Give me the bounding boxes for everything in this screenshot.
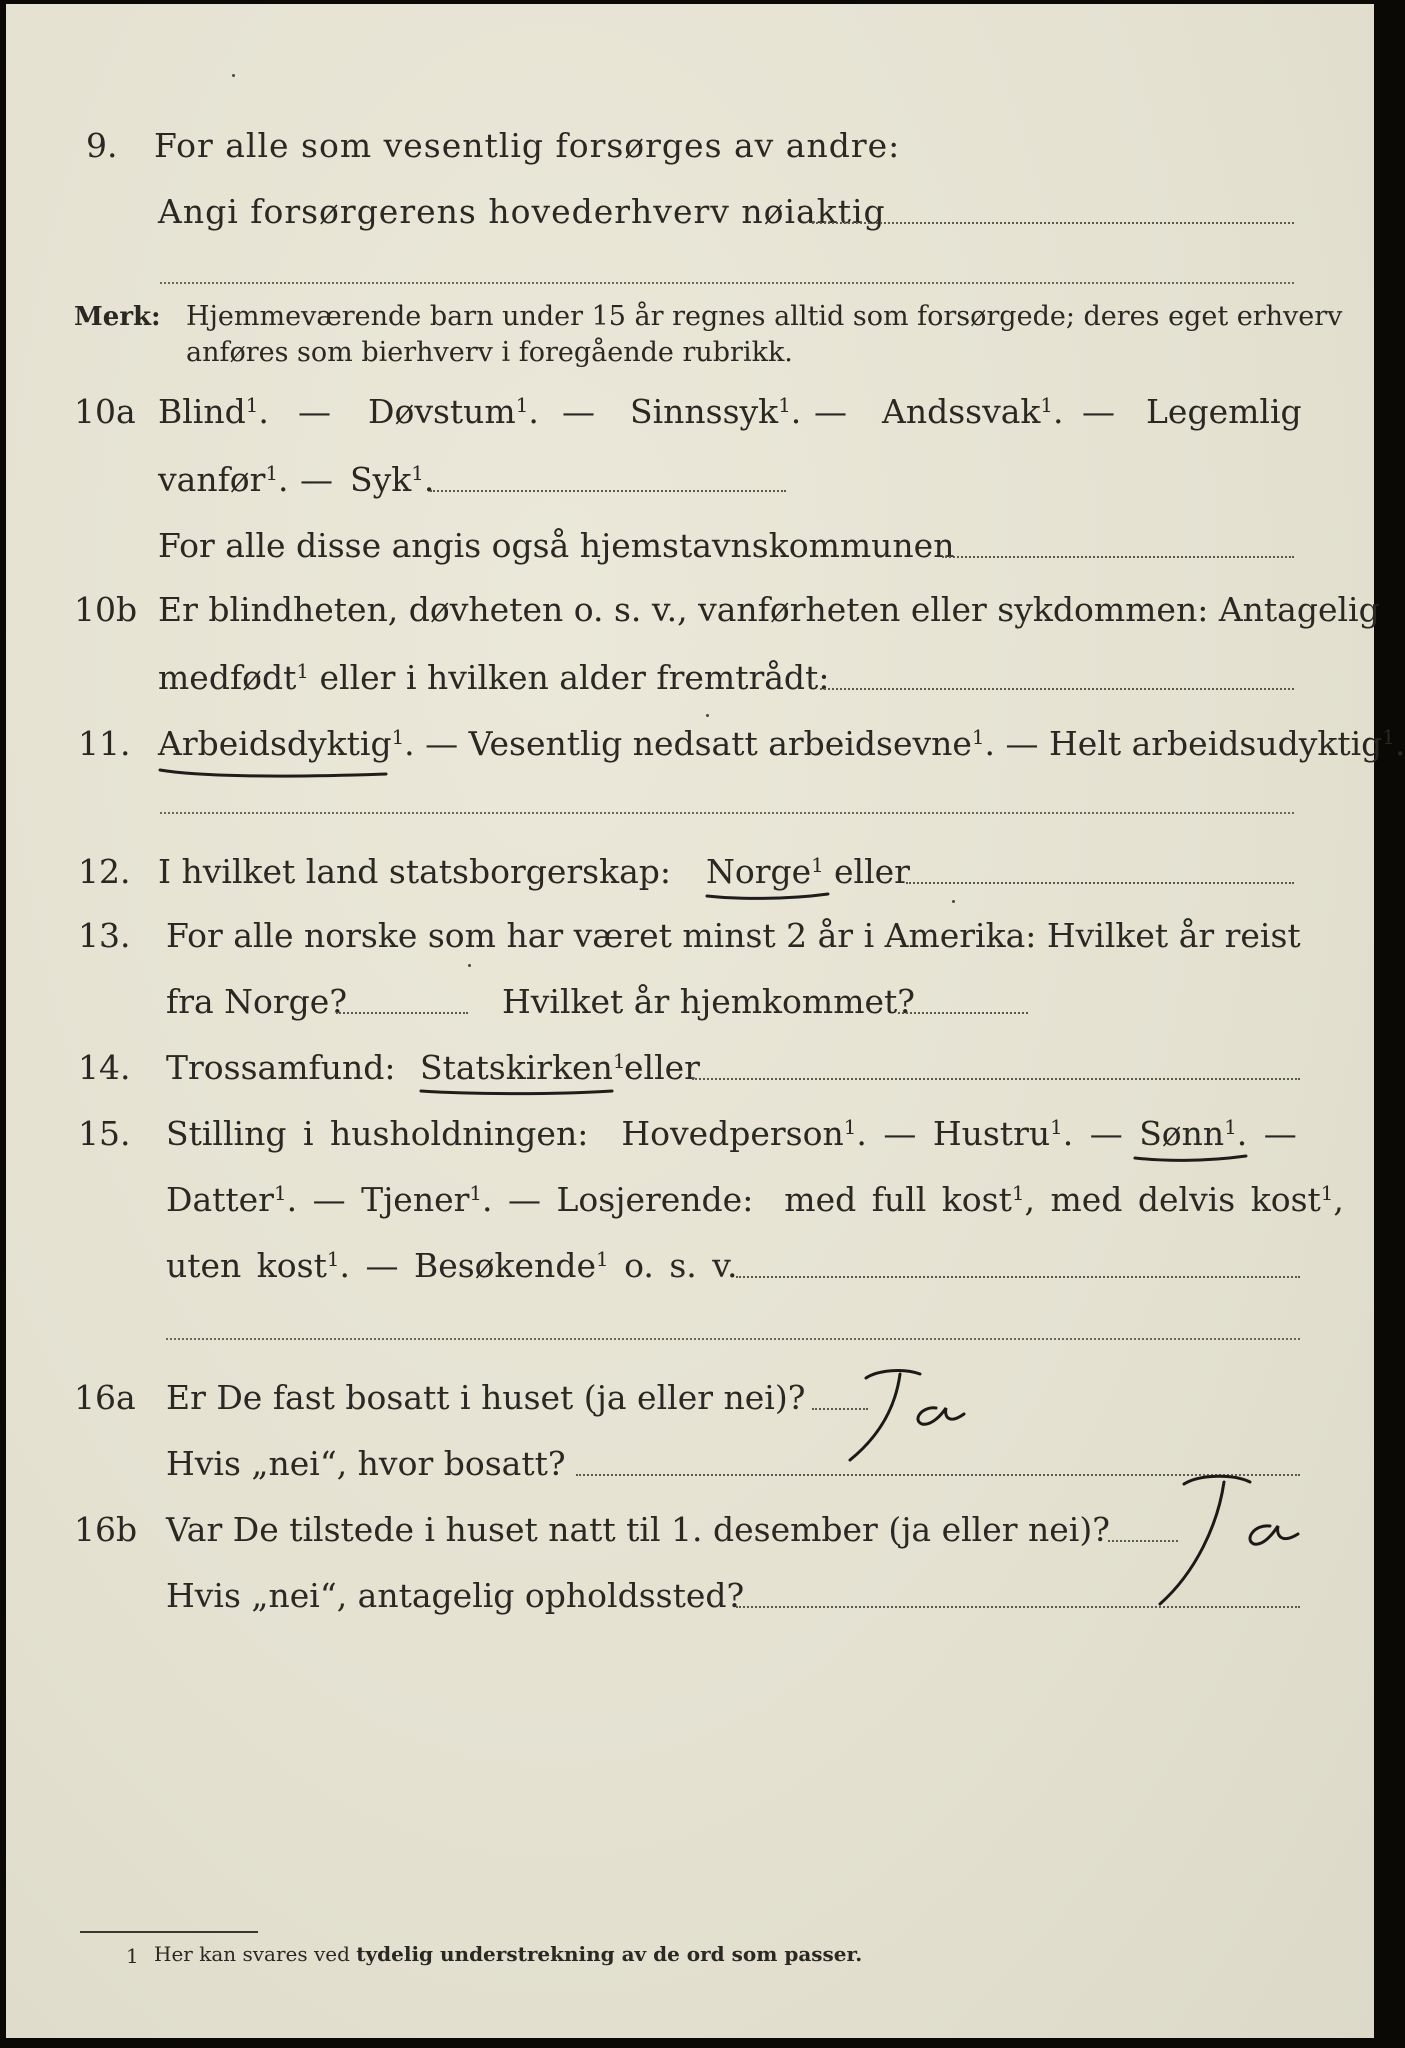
q9-line2: Angi forsørgerens hovederhverv nøiaktig bbox=[158, 192, 886, 231]
q15-opt-delvis-kost[interactable]: med delvis kost bbox=[1050, 1180, 1321, 1219]
q15-opt-tjener[interactable]: Tjener bbox=[361, 1180, 470, 1219]
q16a-number: 16a bbox=[74, 1378, 136, 1417]
q14-answer-line[interactable] bbox=[692, 1078, 1300, 1080]
q13-line1: For alle norske som har været minst 2 år i Amerika: Hvilket år reist bbox=[166, 916, 1301, 955]
q11-opt-nedsatt[interactable]: Vesentlig nedsatt arbeidsevne bbox=[468, 724, 972, 763]
paper-speck bbox=[706, 714, 709, 717]
q9-number: 9. bbox=[86, 126, 118, 165]
q15-separator bbox=[166, 1338, 1300, 1340]
q12-prefix: I hvilket land statsborgerskap: bbox=[158, 852, 672, 891]
q11-handwritten-underline bbox=[156, 764, 396, 784]
q12-suffix: eller bbox=[834, 852, 910, 891]
merk-line1: Hjemmeværende barn under 15 år regnes alltid som forsørgede; deres eget erhverv bbox=[186, 301, 1343, 332]
q15-opt-datter[interactable]: Datter bbox=[166, 1180, 274, 1219]
q15-opt-sonn[interactable]: Sønn bbox=[1139, 1114, 1225, 1153]
footnote-marker: 1 bbox=[126, 1944, 139, 1968]
q12-opt-norge[interactable]: Norge$^1$ bbox=[706, 852, 824, 891]
footnote-rule bbox=[80, 1931, 258, 1933]
q9-answer-line[interactable] bbox=[812, 222, 1294, 224]
q11-separator bbox=[160, 812, 1294, 814]
q10a-syk-answer-line[interactable] bbox=[430, 490, 786, 492]
q16b-opholdssted-answer-line[interactable] bbox=[736, 1606, 1300, 1608]
q10a-opt-sinnssyk: Sinnssyk$^1$. bbox=[630, 392, 802, 431]
q13-hjemkommet-answer-line[interactable] bbox=[898, 1012, 1028, 1014]
q10a-opt-dovstum: Døvstum$^1$. bbox=[368, 392, 539, 431]
q12-handwritten-underline bbox=[704, 890, 834, 906]
q15-opt-uten-kost[interactable]: uten kost bbox=[166, 1246, 327, 1285]
q16b-line2: Hvis „nei“, antagelig opholdssted? bbox=[166, 1576, 745, 1615]
q10b-number: 10b bbox=[74, 590, 138, 629]
q11-opt-arbeidsdyktig[interactable]: Arbeidsdyktig bbox=[158, 724, 392, 763]
q10a-opt-legemlig: Legemlig bbox=[1146, 392, 1302, 431]
q14-opt-statskirken[interactable]: Statskirken$^1$ bbox=[420, 1048, 626, 1087]
q15-answer-line[interactable] bbox=[736, 1276, 1300, 1278]
q10a-opt-vanfor: vanfør$^1$. bbox=[158, 460, 289, 499]
q15-line2: Datter$^1$. — Tjener$^1$. — Losjerende: med full kost$^1$, med delvis kost$^1$, bbox=[166, 1180, 1344, 1219]
q15-line3: uten kost$^1$. — Besøkende$^1$ o. s. v. bbox=[166, 1246, 738, 1285]
q10b-line2: medfødt$^1$ eller i hvilken alder fremtrådt: bbox=[158, 658, 830, 697]
q15-opt-hustru[interactable]: Hustru bbox=[932, 1114, 1051, 1153]
q16a-line2: Hvis „nei“, hvor bosatt? bbox=[166, 1444, 566, 1483]
q13-line2a: fra Norge? bbox=[166, 982, 348, 1021]
q10b-answer-line[interactable] bbox=[820, 688, 1294, 690]
q10a-opt-blind: Blind$^1$. bbox=[158, 392, 269, 431]
q15-opt-full-kost[interactable]: med full kost bbox=[784, 1180, 1012, 1219]
q10a-number: 10a bbox=[74, 392, 136, 431]
q14-number: 14. bbox=[78, 1048, 131, 1087]
merk-label: Merk: bbox=[74, 302, 161, 332]
q14-handwritten-underline bbox=[418, 1086, 618, 1100]
q15-opt-besokende[interactable]: Besøkende bbox=[413, 1246, 596, 1285]
q13-line2b: Hvilket år hjemkommet? bbox=[502, 982, 915, 1021]
q16a-handwritten-answer bbox=[808, 1364, 998, 1464]
q12-answer-line[interactable] bbox=[906, 882, 1294, 884]
q13-number: 13. bbox=[78, 916, 131, 955]
q10a-dash4: — bbox=[1082, 392, 1115, 431]
q15-handwritten-underline bbox=[1132, 1152, 1252, 1168]
q10a-dash3: — bbox=[814, 392, 847, 431]
census-form-page bbox=[6, 4, 1405, 2038]
paper-speck bbox=[952, 900, 955, 903]
q14-suffix: eller bbox=[624, 1048, 700, 1087]
q11-number: 11. bbox=[78, 724, 131, 763]
q10a-dash2: — bbox=[562, 392, 595, 431]
q15-line1: Stilling i husholdningen: Hovedperson$^1$. — Hustru$^1$. — Sønn$^1$. — bbox=[166, 1114, 1297, 1153]
q11-opt-udyktig[interactable]: Helt arbeidsudyktig bbox=[1049, 724, 1383, 763]
q16b-handwritten-ja-icon bbox=[1104, 1464, 1304, 1614]
q9-line1: For alle som vesentlig forsørges av andre: bbox=[154, 126, 901, 165]
q11-options: Arbeidsdyktig$^1$. — Vesentlig nedsatt arbeidsevne$^1$. — Helt arbeidsudyktig$^1$. bbox=[158, 724, 1405, 763]
q13-reist-answer-line[interactable] bbox=[336, 1012, 468, 1014]
q16a-handwritten-ja-icon bbox=[808, 1364, 998, 1464]
paper-speck bbox=[468, 964, 471, 967]
merk-line2: anføres som bierhverv i foregående rubrikk. bbox=[186, 337, 793, 368]
q10a-opt-syk: Syk$^1$. bbox=[350, 460, 435, 499]
q16b-number: 16b bbox=[74, 1510, 138, 1549]
q10a-dash5: — bbox=[300, 460, 333, 499]
q16a-line1: Er De fast bosatt i huset (ja eller nei)? bbox=[166, 1378, 806, 1417]
q9-separator bbox=[160, 282, 1294, 284]
q15-opt-hovedperson[interactable]: Hovedperson bbox=[621, 1114, 844, 1153]
paper-speck bbox=[232, 74, 235, 77]
q10b-line1: Er blindheten, døvheten o. s. v., vanførheten eller sykdommen: Antagelig bbox=[158, 590, 1380, 629]
q12-number: 12. bbox=[78, 852, 131, 891]
q10a-line3: For alle disse angis også hjemstavnskommunen bbox=[158, 526, 955, 565]
q16b-handwritten-answer bbox=[1104, 1464, 1304, 1614]
q14-prefix: Trossamfund: bbox=[166, 1048, 396, 1087]
q16b-line1: Var De tilstede i huset natt til 1. desember (ja eller nei)? bbox=[166, 1510, 1110, 1549]
q10a-dash1: — bbox=[298, 392, 331, 431]
footnote-text: Her kan svares ved tydelig understrekning av de ord som passer. bbox=[154, 1942, 863, 1966]
q10a-hjemstavn-answer-line[interactable] bbox=[942, 556, 1294, 558]
q15-number: 15. bbox=[78, 1114, 131, 1153]
q10a-opt-andssvak: Andssvak$^1$. bbox=[882, 392, 1064, 431]
